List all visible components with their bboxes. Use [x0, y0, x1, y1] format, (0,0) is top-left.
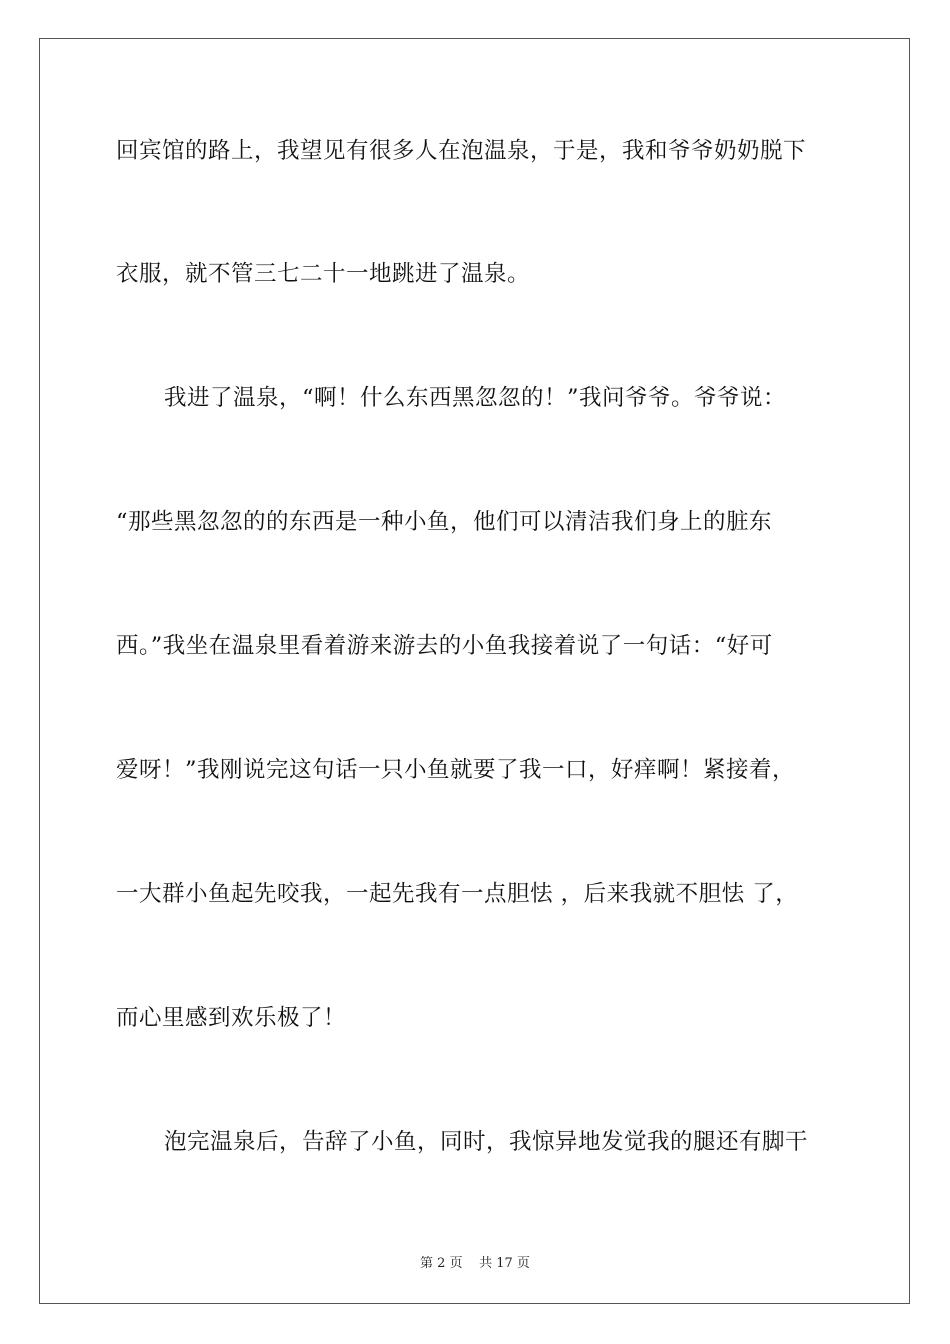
- total-pages: 共 17 页: [479, 1256, 530, 1271]
- paragraph-line-2: 衣服，就不管三七二十一地跳进了温泉。: [116, 261, 531, 287]
- page-footer: [0, 1252, 950, 1271]
- page-number: 第 2 页: [420, 1256, 463, 1271]
- paragraph-line-7: 一大群小鱼起先咬我，一起先我有一点胆怯 ，后来我就不胆怯 了，: [116, 881, 799, 907]
- footer-gap: [463, 1256, 480, 1271]
- paragraph-line-8: 而心里感到欢乐极了！: [116, 1005, 347, 1031]
- paragraph-line-9: 泡完温泉后，告辞了小鱼，同时，我惊异地发觉我的腿还有脚干: [164, 1129, 809, 1155]
- paragraph-line-4: “那些黑忽忽的的东西是一种小鱼，他们可以清洁我们身上的脏东: [116, 509, 773, 535]
- paragraph-line-1: 回宾馆的路上，我望见有很多人在泡温泉，于是，我和爷爷奶奶脱下: [116, 138, 807, 164]
- page-frame: [39, 38, 910, 1304]
- paragraph-line-3: 我进了温泉，“啊！什么东西黑忽忽的！”我问爷爷。爷爷说：: [164, 385, 787, 411]
- paragraph-line-5: 西。”我坐在温泉里看着游来游去的小鱼我接着说了一句话：“好可: [116, 633, 773, 659]
- paragraph-line-6: 爱呀！”我刚说完这句话一只小鱼就要了我一口，好痒啊！紧接着，: [116, 757, 796, 783]
